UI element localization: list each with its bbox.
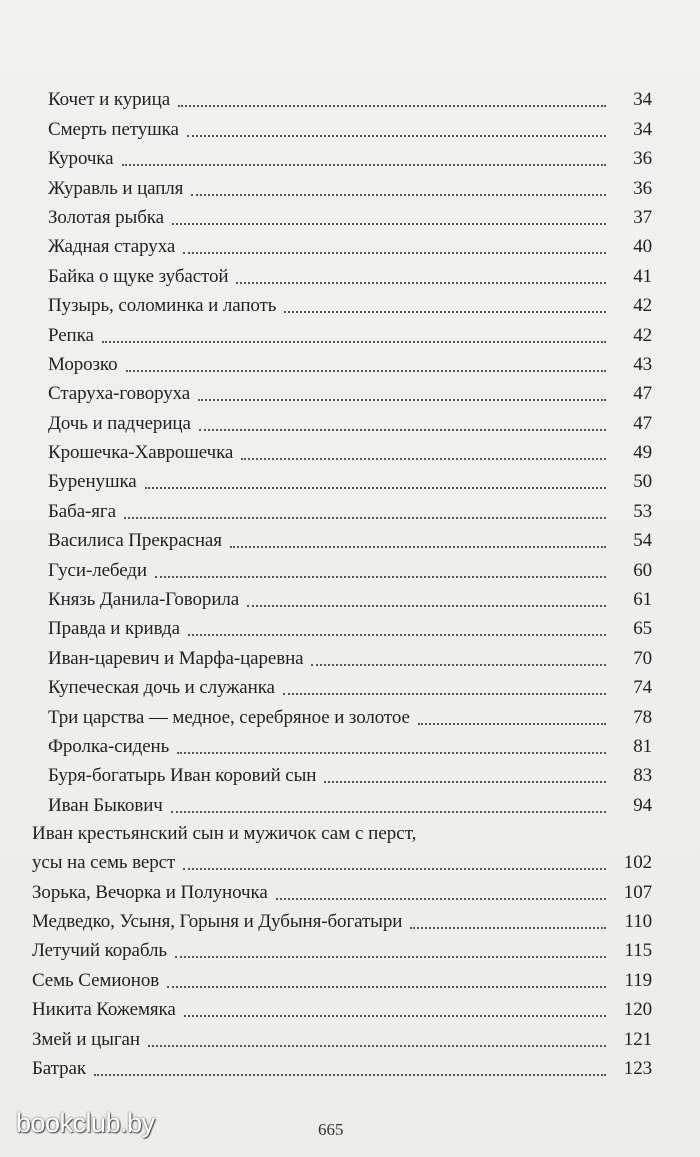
toc-entry-title: Золотая рыбка: [48, 206, 164, 228]
toc-entry: [32, 405, 652, 434]
toc-entry: [32, 933, 652, 962]
toc-entry: [32, 611, 652, 640]
toc-entry: [32, 640, 652, 669]
toc-entry-page: 81: [633, 735, 652, 757]
toc-entry-title: Журавль и цапля: [48, 177, 184, 199]
toc-entry: [32, 288, 652, 317]
toc-entry-page: 47: [633, 383, 652, 405]
dot-leader: [247, 605, 606, 607]
toc-entry: [32, 523, 652, 552]
watermark: bookclub.by: [16, 1108, 155, 1138]
toc-entry-title: Иван крестьянский сын и мужичок сам с перст,: [32, 822, 417, 844]
toc-entry: [32, 552, 652, 581]
toc-entry-page: 70: [633, 647, 652, 669]
dot-leader: [324, 781, 606, 783]
toc-entry-title: Князь Данила-Говорила: [48, 589, 240, 611]
toc-entry-title: Батрак: [32, 1057, 86, 1079]
dot-leader: [410, 927, 606, 929]
toc-entry-page: 41: [633, 265, 652, 287]
dot-leader: [311, 664, 606, 666]
toc-entry-page: 94: [633, 794, 652, 816]
toc-entry-title: Три царства — медное, серебряное и золотое: [48, 706, 410, 728]
toc-entry-title: Медведко, Усыня, Горыня и Дубыня-богатыри: [32, 910, 403, 932]
toc-entry-page: 78: [633, 706, 652, 728]
toc-entry-page: 61: [633, 589, 652, 611]
toc-entry: [32, 874, 652, 903]
toc-entry-title: Репка: [48, 324, 94, 346]
toc-entry: [32, 435, 652, 464]
dot-leader: [191, 194, 606, 196]
toc-entry-title: Старуха-говоруха: [48, 383, 191, 405]
toc-entry-page: 42: [633, 324, 652, 346]
toc-entry-page: 102: [623, 852, 652, 874]
toc-entry: [32, 258, 652, 287]
toc-entry: [32, 699, 652, 728]
dot-leader: [175, 956, 606, 958]
dot-leader: [284, 311, 606, 313]
toc-entry: [32, 817, 652, 874]
toc-entry: [32, 1021, 652, 1050]
toc-entry: [32, 82, 652, 111]
toc-entry-title: Баба-яга: [48, 500, 116, 522]
toc-entry-page: 54: [633, 530, 652, 552]
toc-entry: [32, 962, 652, 991]
dot-leader: [418, 723, 606, 725]
toc-entry-page: 115: [624, 940, 652, 962]
toc-entry: [32, 670, 652, 699]
toc-entry: [32, 904, 652, 933]
toc-entry-title: Иван-царевич и Марфа-царевна: [48, 647, 304, 669]
toc-entry-title: Змей и цыган: [32, 1028, 140, 1050]
dot-leader: [183, 252, 606, 254]
toc-entry: [32, 317, 652, 346]
toc-entry: [32, 229, 652, 258]
toc-entry-title: Буренушка: [48, 471, 137, 493]
toc-entry: [32, 582, 652, 611]
toc-entry-title-continued: усы на семь верст: [32, 852, 176, 874]
toc-entry-title: Гуси-лебеди: [48, 559, 147, 581]
toc-entry: [32, 170, 652, 199]
toc-entry: [32, 787, 652, 816]
toc-entry-title: Крошечка-Хаврошечка: [48, 442, 234, 464]
toc-entry: [32, 347, 652, 376]
toc-entry-title: Купеческая дочь и служанка: [48, 677, 275, 699]
dot-leader: [102, 341, 606, 343]
toc-entry-title: Иван Быкович: [48, 794, 163, 816]
toc-entry-page: 50: [633, 471, 652, 493]
toc-entry-page: 107: [623, 881, 652, 903]
toc-entry-page: 120: [623, 999, 652, 1021]
dot-leader: [188, 634, 606, 636]
toc-entry-title: Семь Семионов: [32, 969, 160, 991]
dot-leader: [167, 986, 606, 988]
toc-entry: [32, 141, 652, 170]
toc-entry-title: Кочет и курица: [48, 89, 171, 111]
toc-entry-page: 34: [633, 118, 652, 140]
toc-entry: [32, 200, 652, 229]
dot-leader: [124, 517, 606, 519]
dot-leader: [187, 135, 606, 137]
dot-leader: [171, 811, 606, 813]
table-of-contents: [32, 82, 652, 1080]
toc-entry-page: 36: [633, 177, 652, 199]
dot-leader: [148, 1045, 606, 1047]
toc-entry: [32, 992, 652, 1021]
toc-entry-title: Буря-богатырь Иван коровий сын: [48, 765, 317, 787]
toc-entry-title: Фролка-сидень: [48, 735, 170, 757]
toc-entry-page: 83: [633, 765, 652, 787]
toc-entry-title: Зорька, Вечорка и Полуночка: [32, 881, 268, 903]
dot-leader: [145, 487, 606, 489]
toc-entry-page: 34: [633, 89, 652, 111]
toc-entry-title: Курочка: [48, 148, 114, 170]
toc-entry: [32, 464, 652, 493]
toc-entry-page: 47: [633, 412, 652, 434]
toc-entry-page: 121: [623, 1028, 652, 1050]
toc-entry: [32, 758, 652, 787]
toc-entry-title: Смерть петушка: [48, 118, 179, 140]
toc-entry-page: 65: [633, 618, 652, 640]
toc-entry-page: 119: [624, 969, 652, 991]
dot-leader: [178, 105, 606, 107]
dot-leader: [241, 458, 606, 460]
dot-leader: [126, 370, 607, 372]
toc-entry-title: Правда и кривда: [48, 618, 180, 640]
toc-entry: [32, 1051, 652, 1080]
toc-entry-title: Байка о щуке зубастой: [48, 265, 229, 287]
toc-entry: [32, 111, 652, 140]
dot-leader: [184, 1015, 606, 1017]
page-number: 665: [318, 1120, 344, 1139]
toc-entry-page: 40: [633, 236, 652, 258]
toc-entry-page: 53: [633, 500, 652, 522]
toc-entry-title: Никита Кожемяка: [32, 999, 176, 1021]
dot-leader: [198, 399, 606, 401]
dot-leader: [183, 868, 606, 870]
dot-leader: [283, 693, 606, 695]
toc-entry-page: 49: [633, 442, 652, 464]
toc-entry-page: 123: [623, 1057, 652, 1079]
dot-leader: [276, 898, 606, 900]
dot-leader: [122, 164, 607, 166]
toc-entry: [32, 376, 652, 405]
toc-entry-page: 60: [633, 559, 652, 581]
dot-leader: [172, 223, 606, 225]
toc-entry-title: Дочь и падчерица: [48, 412, 191, 434]
toc-entry-page: 42: [633, 295, 652, 317]
dot-leader: [199, 429, 606, 431]
toc-entry-title: Василиса Прекрасная: [48, 530, 222, 552]
toc-entry-title: Пузырь, соломинка и лапоть: [48, 295, 277, 317]
dot-leader: [94, 1074, 606, 1076]
toc-entry-page: 74: [633, 677, 652, 699]
toc-entry-page: 37: [633, 206, 652, 228]
toc-entry-page: 43: [633, 353, 652, 375]
toc-entry-page: 110: [624, 910, 652, 932]
dot-leader: [230, 546, 606, 548]
dot-leader: [236, 282, 606, 284]
toc-entry-title: Морозко: [48, 353, 118, 375]
toc-entry-title: Летучий корабль: [32, 940, 167, 962]
dot-leader: [155, 576, 606, 578]
toc-entry-page: 36: [633, 148, 652, 170]
toc-entry: [32, 729, 652, 758]
toc-entry-title: Жадная старуха: [48, 236, 176, 258]
dot-leader: [177, 752, 606, 754]
toc-entry: [32, 493, 652, 522]
